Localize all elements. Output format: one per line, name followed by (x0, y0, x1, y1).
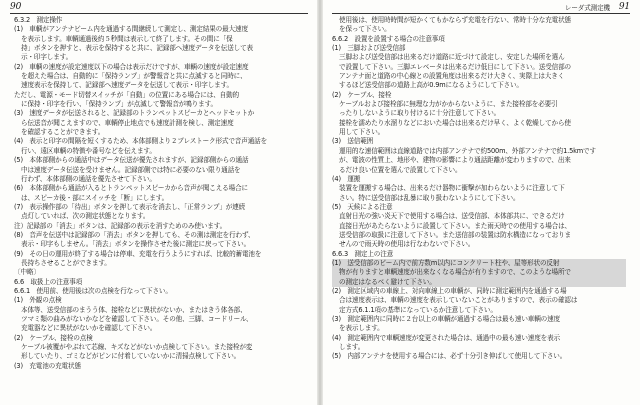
left-page-text-line: 長持ちさせることができます。 (21, 258, 111, 267)
left-page-text-line: 行い、遠区車輌の特徴や番号などを伝えます。 (21, 146, 156, 155)
right-page-text-line: 直接日光があたらないように設置して下さい。また雨天時での使用する場合は、 (339, 221, 571, 230)
left-page-text-line: 中は速度データ伝送を受けません。記録部側では特に必要のない限り通話を (21, 165, 241, 174)
right-page-text-line: さい。特に送受信部は乱暴に取り扱わないようにして下さい。 (339, 193, 520, 202)
right-page-text-line: 運用的な速信範囲は直線道路では内部アンテナで約500m、外部アンテナで約1.5kmです (339, 146, 596, 155)
right-page-text-line: するほど送受信部の道路上高が0.9mになるようにして下さい。 (339, 81, 523, 90)
left-page-text-line: ツマミ類の曲みがないかなどを確認して下さい。その他、三脚、コードリール、 (21, 315, 253, 323)
left-page-text-line: を確認することができます。 (21, 128, 105, 137)
right-page-text-line: (5) 天候による注意 (332, 202, 393, 211)
left-page (0, 0, 318, 405)
right-page-text-line: 6.6.3 測定上の注意 (332, 249, 394, 258)
right-page-text-line: 装置を運搬する場合は、出来るだけ器物に衝撃が加わらないように注意して下 (339, 184, 565, 193)
right-page-text-line: (4) 運搬 (332, 174, 361, 183)
left-page-text-line: 速度表示を保持して、記録部へ速度データを伝送して表示・印字します。 (21, 81, 233, 90)
left-page-number: 90 (10, 2, 22, 12)
left-page-body (14, 16, 306, 371)
left-page-text-line: (9) その日の運用が終了する場合は停車、充電を行うようにすれば、比較的蓄電池を (14, 249, 262, 258)
right-page-text-line: (2) ケーブル、接栓 (332, 90, 392, 99)
right-page-text-line: (5) 内部アンテナを使用する場合には、必ず十分引き伸ばして使用して下さい。 (332, 352, 567, 361)
right-page-text-line: 使用後は、使用時時間が短かくてもかならず充電を行ない、常時十分な充電状態 (339, 16, 571, 24)
left-page-text-line: (8) 音声を伝送中は記録部の「消去」ボタンを押しても、その測は測定を行わず、 (14, 230, 255, 239)
left-page-text-line: ケーブル被覆がやぶれて芯線、キズなどがないか点検して下さい。また接栓が変 (21, 343, 253, 352)
left-page-text-line: 持」ボタンを押すと、表示を保持すると共に、記録部へ速度データを伝送して表 (21, 44, 253, 53)
left-page-text-line: (3) 速度データが伝送されると、記録部のトランペットスピーカとヘッドセットか (14, 109, 255, 118)
left-page-text-line: 注）記録部の「消去」ボタンは、記録部の表示を消すためのみ使います。 (14, 221, 227, 230)
left-page-text-line: 本体等、送受信部のまうう体、接栓などに異状がないか、またはきう体各部、 (21, 305, 247, 314)
left-page-text-line: ら伝送音が聞こえますので、車輌停止地点でも速度計測を検し、測定速度 (21, 118, 234, 127)
left-page-text-line: 点灯していれば、次の測定状態となります。 (21, 212, 150, 221)
right-page-text-line: 三脚および送受信部は出来るだけ道路に近づけて設定し、安定した場所を選ん (339, 53, 565, 62)
right-page-text-line: 物が有りますと車輌速度が出来なくなる場合が有りますので、このような場所で (332, 268, 626, 277)
right-page-text-line: (1) 三脚および送受信部 (332, 44, 406, 53)
right-page-text-line: ケーブルおよび接栓部に無理な力がかからないように、また接栓部を必要引 (339, 100, 558, 109)
left-page-text-line: 充電器などに異状がないかを確認して下さい。 (21, 324, 157, 333)
left-page-text-line: を超えた場合は、自動的に「保持ランプ」が警報音と共に点滅すると同時に、 (21, 72, 247, 81)
left-page-text-line: に保持・印字を行い、「保持ランプ」が点滅して警報音が鳴ります。 (21, 100, 217, 109)
right-page-text-line: (1) 送受信部のビーム内で前方数m以内にコンクリート柱や、屋等形状の反射 (332, 259, 626, 268)
left-page-text-line: を表示します。車輌通過後約５秒間は表示して終了します。その間に「保 (21, 34, 233, 43)
right-page-text-line: アンテナ面と道路の中心線との設置角度は出来るだけ大きく、実際上は大きく (339, 72, 565, 81)
right-page-text-line: で設置して下さい。三脚エレベータは出来るだけ低目にして下さい。送受信部の (339, 62, 571, 71)
right-page-text-line: を表示します。 (339, 324, 384, 333)
left-page-text-line: 表示・印字もしません。「消去」ボタンを操作させた後に測定に戻って下さい。 (21, 240, 251, 249)
left-page-text-line: (5) 本体部側からの通話中はデータ伝送が優先されますが、記録部側からの通話 (14, 156, 249, 165)
right-page-text-line: せんので雨天時の使用は行なわないで下さい。 (339, 240, 475, 249)
left-page-text-line: 6.3.2 測定操作 (14, 16, 63, 24)
right-page-text-line: します。 (339, 343, 365, 352)
left-page-text-line: 〔中略〕 (14, 268, 40, 277)
right-page-text-line: ったりしないように取り付けるに十分注意して下さい。 (339, 109, 501, 118)
left-page-text-line: は、スピーカ後・部にスイッチを「断」にします。 (21, 193, 169, 202)
right-page-text-line: 直射日光の強い炎天下で使用する場合は、送受信部、本体部共に、できるだけ (339, 212, 565, 221)
right-page-text-line: の測定はなるべく避けて下さい。 (332, 278, 626, 287)
left-page-text-line: ただし、電源・モード切替スイッチが「自動」の位置にある場合には、自動的 (14, 90, 240, 99)
right-page-text-line: 6.6.2 設置を設置する場合の注意事項 (332, 34, 445, 43)
right-page-text-line: が、電波の性質上、地形や、建物の影響により通話距離が変わりますので、出来 (339, 156, 571, 165)
right-page-text-line: (3) 送信範囲 (332, 137, 374, 146)
right-page-text-line: を保って下さい。 (339, 25, 391, 34)
right-page-text-line: 定方式6.1.1項の基準になっているか注意して下さい。 (339, 305, 497, 314)
left-page-text-line: 形していたり、ゴミなどがピンに付着していないかに清掃点検して下さい。 (21, 352, 241, 361)
right-page-text-line: 合は速度表示は、車輌の速度を表示していないことがありますので、表示の確認は (339, 296, 578, 305)
left-page-text-line: (1) 外観の点検 (14, 296, 62, 305)
left-page-text-line: (7) 表示操作部の「待出」ボタンを押して表示を消去し、「正常ランプ」が連続 (14, 202, 246, 211)
left-header-rule (10, 13, 308, 14)
right-page-number: 91 (618, 2, 630, 12)
right-page-text-line: るだけ良い位置を選んで設置して下さい。 (339, 165, 462, 174)
left-page-text-line: (1) 車輌がアンテナビーム内を通過する間継続して測定し、測定結果の最大速度 (14, 25, 248, 34)
right-page-text-line: 送受信部の取扱に注意して下さい。また送信部の装置は防水構造になっておりま (339, 230, 571, 239)
left-page-text-line: 示・印字します。 (21, 53, 73, 62)
right-page-text-line: (2) 測定区域内の車線上、対向車線上の車輌が、同時に測定範囲内を通過する場 (332, 286, 567, 295)
right-page-text-line: (3) 測定範囲内に同時に２台以上の車輌が通過する場合は最も速い車輌の速度 (332, 315, 560, 323)
left-page-text-line: 6.6.1 使用前、使用後は次の点検を行なって下さい。 (14, 286, 172, 295)
left-page-text-line: (4) 表示と印字の間隔を短くするため、本体部側より２ブレストーク形式で音声通話を (14, 137, 268, 146)
right-page (322, 0, 640, 405)
running-head: レーダ式測定機 (564, 4, 610, 12)
left-page-text-line: (2) ケーブル、接栓の点検 (14, 333, 93, 342)
left-page-text-line: 行わず、本体部側の通話を優先させて下さい。 (21, 174, 156, 183)
right-header-rule (332, 13, 630, 14)
left-page-text-line: (6) 本体部側から通話が入るとトランペットスピーカから音声が聞こえる場合に (14, 184, 248, 193)
right-page-text-line: (4) 測定範囲内で車輌速度が変更された場合は、通過中の最も速い速度を表示 (332, 333, 560, 342)
left-page-text-line: (2) 車輌の速度が設定速度以下の場合は表示だけですが、車輌の速度が設定速度 (14, 62, 249, 71)
right-page-text-line: 接栓を濡めたり水溜りなどにおいた場合は出来るだけ早く、よく乾燥してから使 (339, 118, 571, 127)
left-page-text-line: 6.6 取扱上の注意事項 (14, 277, 83, 286)
right-page-body (332, 16, 626, 362)
left-page-text-line: (3) 充電池の充電状態 (14, 361, 81, 370)
right-page-text-line: 用して下さい。 (339, 128, 385, 137)
